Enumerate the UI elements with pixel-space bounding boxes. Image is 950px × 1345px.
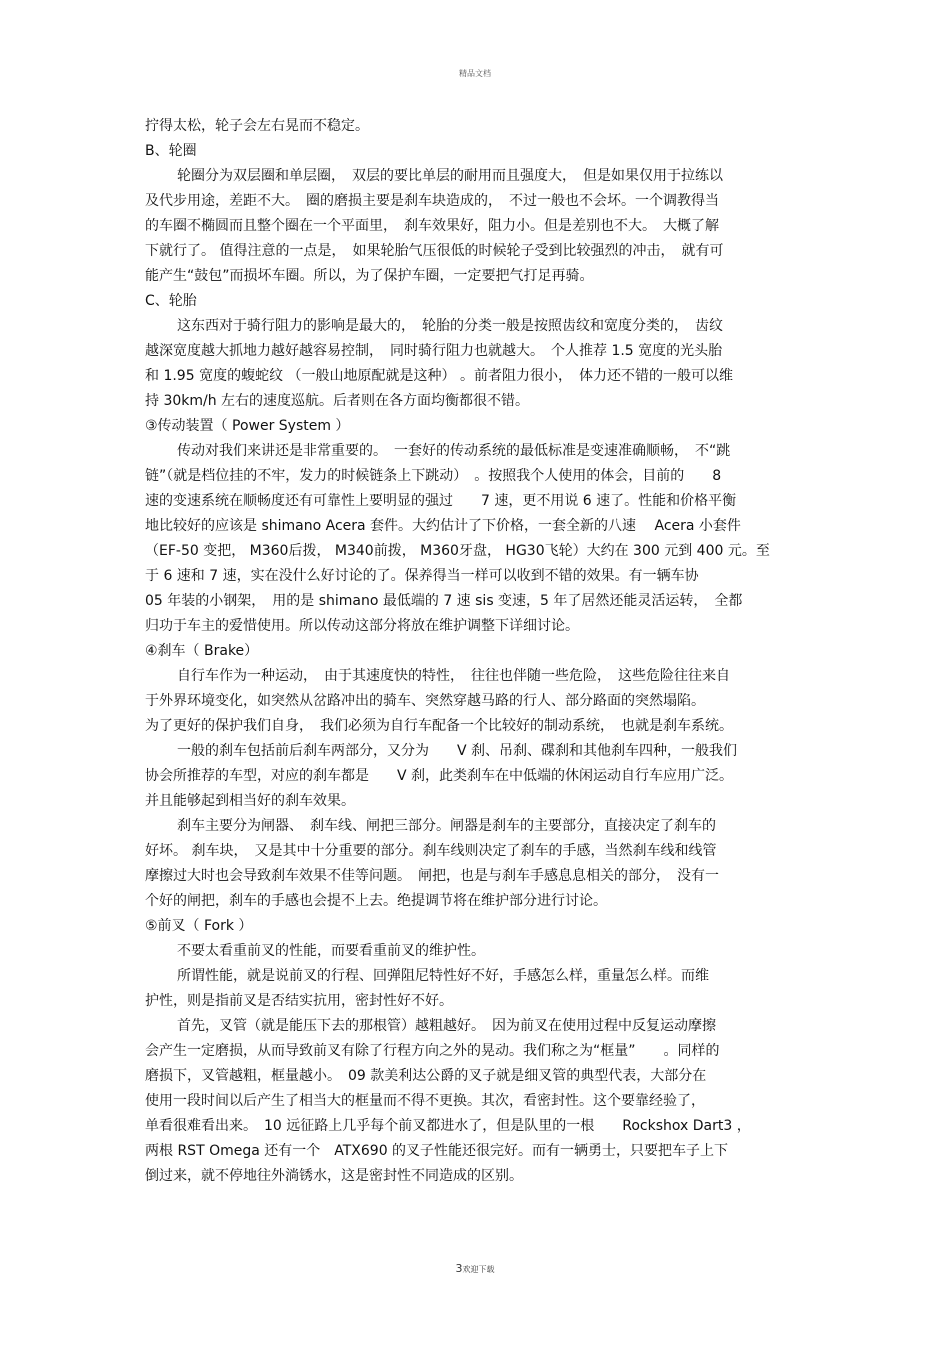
text-line: 拧得太松，轮子会左右晃而不稳定。 <box>145 118 369 134</box>
text-line: 持 30km/h 左右的速度巡航。后者则在各方面均衡都很不错。 <box>145 393 530 409</box>
page-footer <box>0 1262 950 1275</box>
text-line: 所谓性能，就是说前叉的行程、回弹阻尼特性好不好，手感怎么样，重量怎么样。而维 <box>177 968 709 984</box>
text-line: 于外界环境变化，如突然从岔路冲出的骑车、突然穿越马路的行人、部分路面的突然塌陷。 <box>145 693 705 709</box>
text-line: 会产生一定磨损，从而导致前叉有除了行程方向之外的晃动。我们称之为“框量” 。同样的 <box>145 1043 720 1059</box>
text-line: ③传动装置（ Power System ） <box>145 418 350 434</box>
text-line: 自行车作为一种运动， 由于其速度快的特性， 往往也伴随一些危险， 这些危险往往来自 <box>177 668 730 684</box>
text-line: ④刹车（ Brake） <box>145 643 259 659</box>
text-line: 摩擦过大时也会导致刹车效果不佳等问题。 闸把，也是与刹车手感息息相关的部分， 没有一 <box>145 868 719 884</box>
text-line: 越深宽度越大抓地力越好越容易控制， 同时骑行阻力也就越大。 个人推荐 1.5 宽度的光头胎 <box>145 343 723 359</box>
text-line: （EF-50 变把， M360后拨， M340前拨， M360牙盘， HG30飞轮）大约在 300 元到 400 元。至 <box>145 543 770 559</box>
text-line: 轮圈分为双层圈和单层圈， 双层的要比单层的耐用而且强度大， 但是如果仅用于拉练以 <box>177 168 723 184</box>
text-line: 两根 RST Omega 还有一个 ATX690 的叉子性能还很完好。而有一辆勇士，只要把车子上下 <box>145 1143 729 1159</box>
text-line: 05 年装的小钢架， 用的是 shimano 最低端的 7 速 sis 变速，5 年了居然还能灵活运转， 全都 <box>145 593 743 609</box>
text-line: 传动对我们来讲还是非常重要的。 一套好的传动系统的最低标准是变速准确顺畅， 不“跳 <box>177 443 731 459</box>
document-body <box>145 114 805 1189</box>
text-line: 不要太看重前叉的性能，而要看重前叉的维护性。 <box>177 943 485 959</box>
text-line: 的车圈不椭圆而且整个圈在一个平面里， 刹车效果好，阻力小。但是差别也不大。 大概了解 <box>145 218 719 234</box>
text-line: 刹车主要分为闸器、 刹车线、闸把三部分。闸器是刹车的主要部分，直接决定了刹车的 <box>177 818 716 834</box>
text-line: 和 1.95 宽度的蝮蛇纹 （一般山地原配就是这种） 。前者阻力很小， 体力还不错的一般可以维 <box>145 368 733 384</box>
text-line: 使用一段时间以后产生了相当大的框量而不得不更换。其次，看密封性。这个要靠经验了， <box>145 1093 705 1109</box>
text-line: 地比较好的应该是 shimano Acera 套件。大约估计了下价格，一套全新的八速 Acera 小套件 <box>145 518 741 534</box>
text-line: 首先，叉管（就是能压下去的那根管）越粗越好。 因为前叉在使用过程中反复运动摩擦 <box>177 1018 716 1034</box>
text-line: 及代步用途，差距不大。 圈的磨损主要是刹车块造成的， 不过一般也不会坏。一个调教得当 <box>145 193 719 209</box>
text-line: 倒过来，就不停地往外淌锈水，这是密封性不同造成的区别。 <box>145 1168 523 1184</box>
text-line: 并且能够起到相当好的刹车效果。 <box>145 793 355 809</box>
text-line: 链”（就是档位挂的不牢，发力的时候链条上下跳动） 。按照我个人使用的体会，目前的 8 <box>145 468 722 484</box>
text-line: B、轮圈 <box>145 143 197 159</box>
text-line: 为了更好的保护我们自身， 我们必须为自行车配备一个比较好的制动系统， 也就是刹车系统。 <box>145 718 733 734</box>
text-line: 磨损下，叉管越粗，框量越小。 09 款美利达公爵的叉子就是细叉管的典型代表，大部分在 <box>145 1068 707 1084</box>
page-header: 精品文档 <box>459 69 491 78</box>
text-line: 下就行了。 值得注意的一点是， 如果轮胎气压很低的时候轮子受到比较强烈的冲击， 就有可 <box>145 243 724 259</box>
text-line: 能产生“鼓包”而损坏车圈。所以，为了保护车圈，一定要把气打足再骑。 <box>145 268 594 284</box>
text-line: 归功于车主的爱惜使用。所以传动这部分将放在维护调整下详细讨论。 <box>145 618 579 634</box>
text-line: 护性，则是指前叉是否结实抗用，密封性好不好。 <box>145 993 453 1009</box>
text-line: C、轮胎 <box>145 293 197 309</box>
text-line: 个好的闸把，刹车的手感也会提不上去。绝提调节将在维护部分进行讨论。 <box>145 893 607 909</box>
text-line: 速的变速系统在顺畅度还有可靠性上要明显的强过 7 速，更不用说 6 速了。性能和价格平衡 <box>145 493 737 509</box>
text-line: 好坏。 刹车块， 又是其中十分重要的部分。刹车线则决定了刹车的手感，当然刹车线和线管 <box>145 843 717 859</box>
page-number: 3 <box>455 1262 463 1275</box>
text-line: 一般的刹车包括前后刹车两部分，又分为 V 刹、吊刹、碟刹和其他刹车四种，一般我们 <box>177 743 738 759</box>
text-line: 这东西对于骑行阻力的影响是最大的， 轮胎的分类一般是按照齿纹和宽度分类的， 齿纹 <box>177 318 723 334</box>
text-line: 于 6 速和 7 速，实在没什么好讨论的了。保养得当一样可以收到不错的效果。有一辆车协 <box>145 568 699 584</box>
text-line: ⑤前叉（ Fork ） <box>145 918 253 934</box>
text-line: 协会所推荐的车型，对应的刹车都是 V 刹，此类刹车在中低端的休闲运动自行车应用广泛。 <box>145 768 734 784</box>
footer-text: 欢迎下载 <box>462 1265 495 1274</box>
text-line: 单看很难看出来。 10 远征路上几乎每个前叉都进水了，但是队里的一根 Rockshox Dart3 ， <box>145 1118 751 1134</box>
